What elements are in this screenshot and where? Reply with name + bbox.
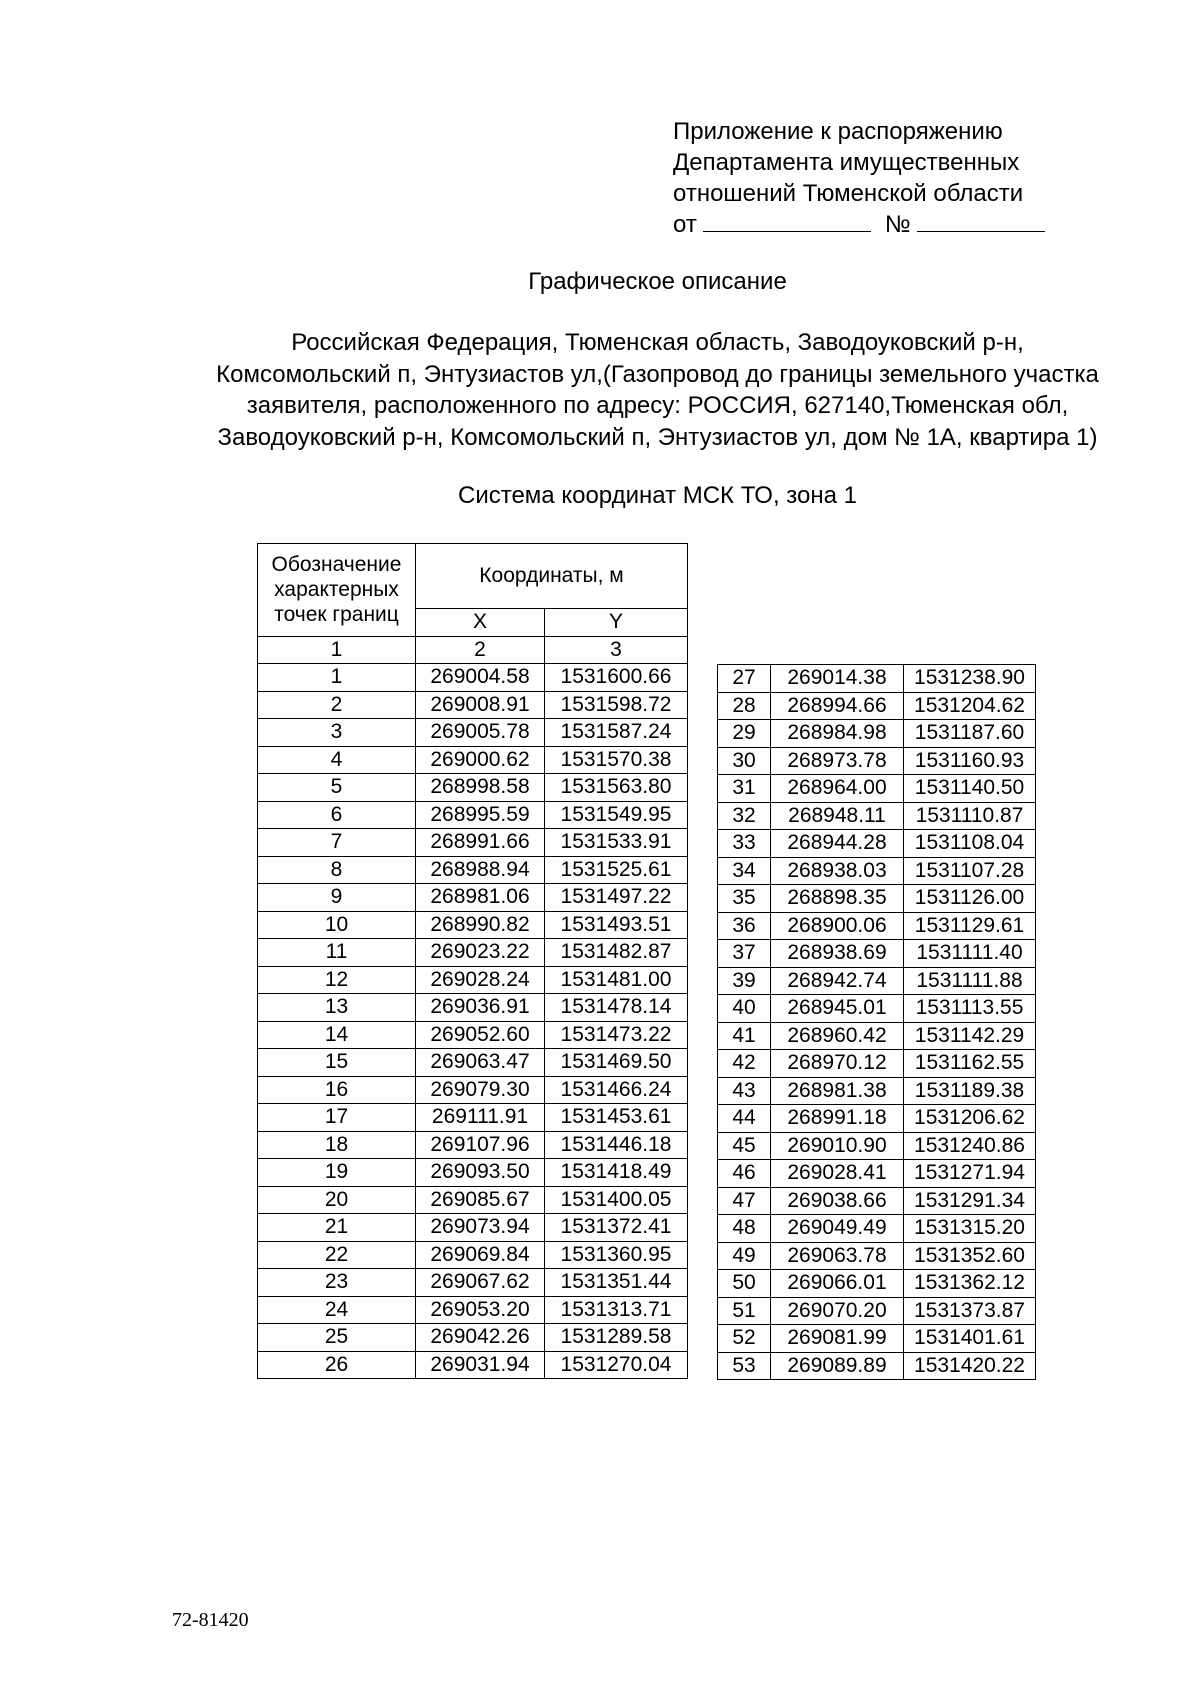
x-coordinate-cell: 269069.84 — [416, 1241, 545, 1269]
x-coordinate-cell: 269028.41 — [771, 1160, 904, 1188]
point-number-cell: 1 — [258, 664, 416, 692]
x-coordinate-cell: 268945.01 — [771, 995, 904, 1023]
point-number-cell: 52 — [718, 1325, 771, 1353]
address-line-2: Комсомольский п, Энтузиастов ул,(Газопровод до границы земельного участка — [216, 360, 1099, 388]
y-coordinate-cell: 1531497.22 — [545, 884, 688, 912]
point-number-cell: 6 — [258, 801, 416, 829]
y-coordinate-cell: 1531140.50 — [904, 775, 1036, 803]
y-coordinate-cell: 1531291.34 — [904, 1187, 1036, 1215]
table-row — [258, 911, 688, 939]
x-coordinate-cell: 268991.66 — [416, 829, 545, 857]
table-row — [258, 829, 688, 857]
table-row — [718, 1160, 1036, 1188]
point-number-cell: 17 — [258, 1104, 416, 1132]
header-column-number: 3 — [545, 636, 688, 664]
table-row — [718, 1242, 1036, 1270]
table-row — [258, 801, 688, 829]
table-row — [718, 857, 1036, 885]
y-coordinate-cell: 1531453.61 — [545, 1104, 688, 1132]
point-number-cell: 53 — [718, 1352, 771, 1380]
coordinates-table-right — [717, 664, 1036, 1380]
header-x: X — [416, 609, 545, 637]
table-row — [258, 664, 688, 692]
footer-document-code: 72-81420 — [172, 1609, 249, 1631]
x-coordinate-cell: 268994.66 — [771, 692, 904, 720]
point-number-cell: 45 — [718, 1132, 771, 1160]
y-coordinate-cell: 1531351.44 — [545, 1269, 688, 1297]
table-row — [718, 940, 1036, 968]
table-row — [718, 912, 1036, 940]
table-row — [258, 1324, 688, 1352]
header-column-number: 1 — [258, 636, 416, 664]
point-number-cell: 29 — [718, 720, 771, 748]
x-coordinate-cell: 269079.30 — [416, 1076, 545, 1104]
y-coordinate-cell: 1531549.95 — [545, 801, 688, 829]
table-row — [718, 1050, 1036, 1078]
y-coordinate-cell: 1531372.41 — [545, 1214, 688, 1242]
point-number-cell: 20 — [258, 1186, 416, 1214]
y-coordinate-cell: 1531446.18 — [545, 1131, 688, 1159]
x-coordinate-cell: 268988.94 — [416, 856, 545, 884]
table-row — [718, 1105, 1036, 1133]
x-coordinate-cell: 269052.60 — [416, 1021, 545, 1049]
y-coordinate-cell: 1531206.62 — [904, 1105, 1036, 1133]
table-row — [258, 1351, 688, 1379]
point-number-cell: 41 — [718, 1022, 771, 1050]
table-row — [718, 1352, 1036, 1380]
point-number-cell: 50 — [718, 1270, 771, 1298]
x-coordinate-cell: 268984.98 — [771, 720, 904, 748]
x-coordinate-cell: 269008.91 — [416, 691, 545, 719]
y-coordinate-cell: 1531570.38 — [545, 746, 688, 774]
appendix-line-3: отношений Тюменской области — [673, 180, 1024, 207]
table-row — [258, 1131, 688, 1159]
point-number-cell: 3 — [258, 719, 416, 747]
address-line-4: Заводоуковский р-н, Комсомольский п, Энтузиастов ул, дом № 1А, квартира 1) — [217, 423, 1098, 451]
x-coordinate-cell: 268964.00 — [771, 775, 904, 803]
table-row — [258, 1186, 688, 1214]
table-row — [718, 885, 1036, 913]
point-number-cell: 36 — [718, 912, 771, 940]
point-number-cell: 31 — [718, 775, 771, 803]
x-coordinate-cell: 268960.42 — [771, 1022, 904, 1050]
table-row — [258, 719, 688, 747]
x-coordinate-cell: 268944.28 — [771, 830, 904, 858]
point-number-cell: 21 — [258, 1214, 416, 1242]
address-line-1: Российская Федерация, Тюменская область, Заводоуковский р-н, — [291, 329, 1024, 356]
y-coordinate-cell: 1531110.87 — [904, 802, 1036, 830]
x-coordinate-cell: 269066.01 — [771, 1270, 904, 1298]
y-coordinate-cell: 1531160.93 — [904, 747, 1036, 775]
point-number-cell: 13 — [258, 994, 416, 1022]
y-coordinate-cell: 1531107.28 — [904, 857, 1036, 885]
table-row — [718, 692, 1036, 720]
x-coordinate-cell: 268948.11 — [771, 802, 904, 830]
table-row — [258, 1049, 688, 1077]
table-row — [258, 1159, 688, 1187]
table-row — [258, 1021, 688, 1049]
table-row — [718, 1297, 1036, 1325]
point-number-cell: 7 — [258, 829, 416, 857]
table-row — [718, 995, 1036, 1023]
y-coordinate-cell: 1531493.51 — [545, 911, 688, 939]
y-coordinate-cell: 1531270.04 — [545, 1351, 688, 1379]
table-row — [258, 691, 688, 719]
table-row — [258, 1269, 688, 1297]
number-blank-line — [917, 209, 1045, 232]
x-coordinate-cell: 268938.03 — [771, 857, 904, 885]
y-coordinate-cell: 1531482.87 — [545, 939, 688, 967]
point-number-cell: 11 — [258, 939, 416, 967]
x-coordinate-cell: 269063.47 — [416, 1049, 545, 1077]
point-number-cell: 2 — [258, 691, 416, 719]
x-coordinate-cell: 268970.12 — [771, 1050, 904, 1078]
header-designation: Обозначение характерных точек границ — [258, 544, 416, 637]
table-row — [718, 1022, 1036, 1050]
header-column-number: 2 — [416, 636, 545, 664]
point-number-cell: 27 — [718, 665, 771, 693]
point-number-cell: 8 — [258, 856, 416, 884]
y-coordinate-cell: 1531525.61 — [545, 856, 688, 884]
from-label: от — [673, 211, 697, 238]
x-coordinate-cell: 269014.38 — [771, 665, 904, 693]
table-row — [718, 1325, 1036, 1353]
x-coordinate-cell: 269031.94 — [416, 1351, 545, 1379]
table-row — [258, 939, 688, 967]
x-coordinate-cell: 268995.59 — [416, 801, 545, 829]
point-number-cell: 33 — [718, 830, 771, 858]
x-coordinate-cell: 269028.24 — [416, 966, 545, 994]
coordinates-table-left — [257, 543, 688, 1379]
x-coordinate-cell: 268998.58 — [416, 774, 545, 802]
document-title: Графическое описание — [528, 268, 787, 295]
point-number-cell: 15 — [258, 1049, 416, 1077]
appendix-date-number-row — [673, 209, 1045, 240]
appendix-header — [673, 116, 1045, 240]
y-coordinate-cell: 1531466.24 — [545, 1076, 688, 1104]
table-row — [258, 1296, 688, 1324]
point-number-cell: 35 — [718, 885, 771, 913]
point-number-cell: 12 — [258, 966, 416, 994]
address-block — [150, 327, 1165, 453]
y-coordinate-cell: 1531418.49 — [545, 1159, 688, 1187]
x-coordinate-cell: 269070.20 — [771, 1297, 904, 1325]
point-number-cell: 18 — [258, 1131, 416, 1159]
x-coordinate-cell: 268900.06 — [771, 912, 904, 940]
x-coordinate-cell: 268938.69 — [771, 940, 904, 968]
point-number-cell: 34 — [718, 857, 771, 885]
x-coordinate-cell: 269049.49 — [771, 1215, 904, 1243]
x-coordinate-cell: 269073.94 — [416, 1214, 545, 1242]
y-coordinate-cell: 1531587.24 — [545, 719, 688, 747]
table-row — [718, 830, 1036, 858]
table-row — [718, 802, 1036, 830]
y-coordinate-cell: 1531313.71 — [545, 1296, 688, 1324]
point-number-cell: 25 — [258, 1324, 416, 1352]
y-coordinate-cell: 1531400.05 — [545, 1186, 688, 1214]
x-coordinate-cell: 269023.22 — [416, 939, 545, 967]
x-coordinate-cell: 269085.67 — [416, 1186, 545, 1214]
y-coordinate-cell: 1531111.40 — [904, 940, 1036, 968]
y-coordinate-cell: 1531469.50 — [545, 1049, 688, 1077]
point-number-cell: 40 — [718, 995, 771, 1023]
table-row — [258, 746, 688, 774]
table-row — [718, 720, 1036, 748]
x-coordinate-cell: 269004.58 — [416, 664, 545, 692]
y-coordinate-cell: 1531478.14 — [545, 994, 688, 1022]
point-number-cell: 9 — [258, 884, 416, 912]
point-number-cell: 4 — [258, 746, 416, 774]
y-coordinate-cell: 1531315.20 — [904, 1215, 1036, 1243]
y-coordinate-cell: 1531238.90 — [904, 665, 1036, 693]
x-coordinate-cell: 269005.78 — [416, 719, 545, 747]
point-number-cell: 48 — [718, 1215, 771, 1243]
x-coordinate-cell: 269010.90 — [771, 1132, 904, 1160]
y-coordinate-cell: 1531129.61 — [904, 912, 1036, 940]
y-coordinate-cell: 1531473.22 — [545, 1021, 688, 1049]
table-row — [258, 966, 688, 994]
y-coordinate-cell: 1531108.04 — [904, 830, 1036, 858]
coordinate-system-label: Система координат МСК ТО, зона 1 — [458, 482, 857, 509]
point-number-cell: 19 — [258, 1159, 416, 1187]
y-coordinate-cell: 1531187.60 — [904, 720, 1036, 748]
point-number-cell: 28 — [718, 692, 771, 720]
table-row — [258, 1076, 688, 1104]
x-coordinate-cell: 269036.91 — [416, 994, 545, 1022]
y-coordinate-cell: 1531352.60 — [904, 1242, 1036, 1270]
appendix-line-2: Департамента имущественных — [673, 149, 1020, 176]
y-coordinate-cell: 1531533.91 — [545, 829, 688, 857]
table-row — [718, 967, 1036, 995]
y-coordinate-cell: 1531113.55 — [904, 995, 1036, 1023]
point-number-cell: 51 — [718, 1297, 771, 1325]
point-number-cell: 14 — [258, 1021, 416, 1049]
x-coordinate-cell: 269107.96 — [416, 1131, 545, 1159]
header-y: Y — [545, 609, 688, 637]
table-row — [258, 774, 688, 802]
y-coordinate-cell: 1531360.95 — [545, 1241, 688, 1269]
point-number-cell: 49 — [718, 1242, 771, 1270]
y-coordinate-cell: 1531162.55 — [904, 1050, 1036, 1078]
header-coordinates: Координаты, м — [416, 544, 688, 609]
point-number-cell: 26 — [258, 1351, 416, 1379]
point-number-cell: 42 — [718, 1050, 771, 1078]
y-coordinate-cell: 1531563.80 — [545, 774, 688, 802]
point-number-cell: 16 — [258, 1076, 416, 1104]
y-coordinate-cell: 1531289.58 — [545, 1324, 688, 1352]
point-number-cell: 24 — [258, 1296, 416, 1324]
table-row — [258, 884, 688, 912]
x-coordinate-cell: 268981.06 — [416, 884, 545, 912]
x-coordinate-cell: 269042.26 — [416, 1324, 545, 1352]
table-row — [718, 1077, 1036, 1105]
x-coordinate-cell: 269111.91 — [416, 1104, 545, 1132]
y-coordinate-cell: 1531598.72 — [545, 691, 688, 719]
table-row — [258, 1214, 688, 1242]
point-number-cell: 10 — [258, 911, 416, 939]
table-row — [258, 856, 688, 884]
y-coordinate-cell: 1531126.00 — [904, 885, 1036, 913]
y-coordinate-cell: 1531481.00 — [545, 966, 688, 994]
y-coordinate-cell: 1531420.22 — [904, 1352, 1036, 1380]
y-coordinate-cell: 1531204.62 — [904, 692, 1036, 720]
point-number-cell: 23 — [258, 1269, 416, 1297]
point-number-cell: 46 — [718, 1160, 771, 1188]
x-coordinate-cell: 269089.89 — [771, 1352, 904, 1380]
point-number-cell: 22 — [258, 1241, 416, 1269]
y-coordinate-cell: 1531189.38 — [904, 1077, 1036, 1105]
address-line-3: заявителя, расположенного по адресу: РОССИЯ, 627140,Тюменская обл, — [246, 392, 1069, 419]
table-row — [718, 1187, 1036, 1215]
x-coordinate-cell: 268990.82 — [416, 911, 545, 939]
y-coordinate-cell: 1531240.86 — [904, 1132, 1036, 1160]
table-row — [718, 1215, 1036, 1243]
x-coordinate-cell: 269093.50 — [416, 1159, 545, 1187]
x-coordinate-cell: 268942.74 — [771, 967, 904, 995]
x-coordinate-cell: 268991.18 — [771, 1105, 904, 1133]
table-row — [718, 1132, 1036, 1160]
x-coordinate-cell: 269067.62 — [416, 1269, 545, 1297]
x-coordinate-cell: 269038.66 — [771, 1187, 904, 1215]
x-coordinate-cell: 268973.78 — [771, 747, 904, 775]
y-coordinate-cell: 1531362.12 — [904, 1270, 1036, 1298]
table-row — [258, 1241, 688, 1269]
number-label: № — [884, 211, 911, 238]
point-number-cell: 5 — [258, 774, 416, 802]
date-blank-line — [703, 209, 871, 232]
point-number-cell: 43 — [718, 1077, 771, 1105]
point-number-cell: 37 — [718, 940, 771, 968]
y-coordinate-cell: 1531600.66 — [545, 664, 688, 692]
table-row — [258, 994, 688, 1022]
x-coordinate-cell: 268898.35 — [771, 885, 904, 913]
y-coordinate-cell: 1531401.61 — [904, 1325, 1036, 1353]
point-number-cell: 44 — [718, 1105, 771, 1133]
table-row — [718, 747, 1036, 775]
table-row — [718, 775, 1036, 803]
x-coordinate-cell: 269000.62 — [416, 746, 545, 774]
table-row — [718, 1270, 1036, 1298]
point-number-cell: 47 — [718, 1187, 771, 1215]
point-number-cell: 30 — [718, 747, 771, 775]
x-coordinate-cell: 269081.99 — [771, 1325, 904, 1353]
point-number-cell: 39 — [718, 967, 771, 995]
y-coordinate-cell: 1531142.29 — [904, 1022, 1036, 1050]
x-coordinate-cell: 269063.78 — [771, 1242, 904, 1270]
point-number-cell: 32 — [718, 802, 771, 830]
table-row — [718, 665, 1036, 693]
y-coordinate-cell: 1531111.88 — [904, 967, 1036, 995]
appendix-line-1: Приложение к распоряжению — [673, 118, 1003, 145]
y-coordinate-cell: 1531373.87 — [904, 1297, 1036, 1325]
table-row — [258, 1104, 688, 1132]
x-coordinate-cell: 269053.20 — [416, 1296, 545, 1324]
y-coordinate-cell: 1531271.94 — [904, 1160, 1036, 1188]
x-coordinate-cell: 268981.38 — [771, 1077, 904, 1105]
